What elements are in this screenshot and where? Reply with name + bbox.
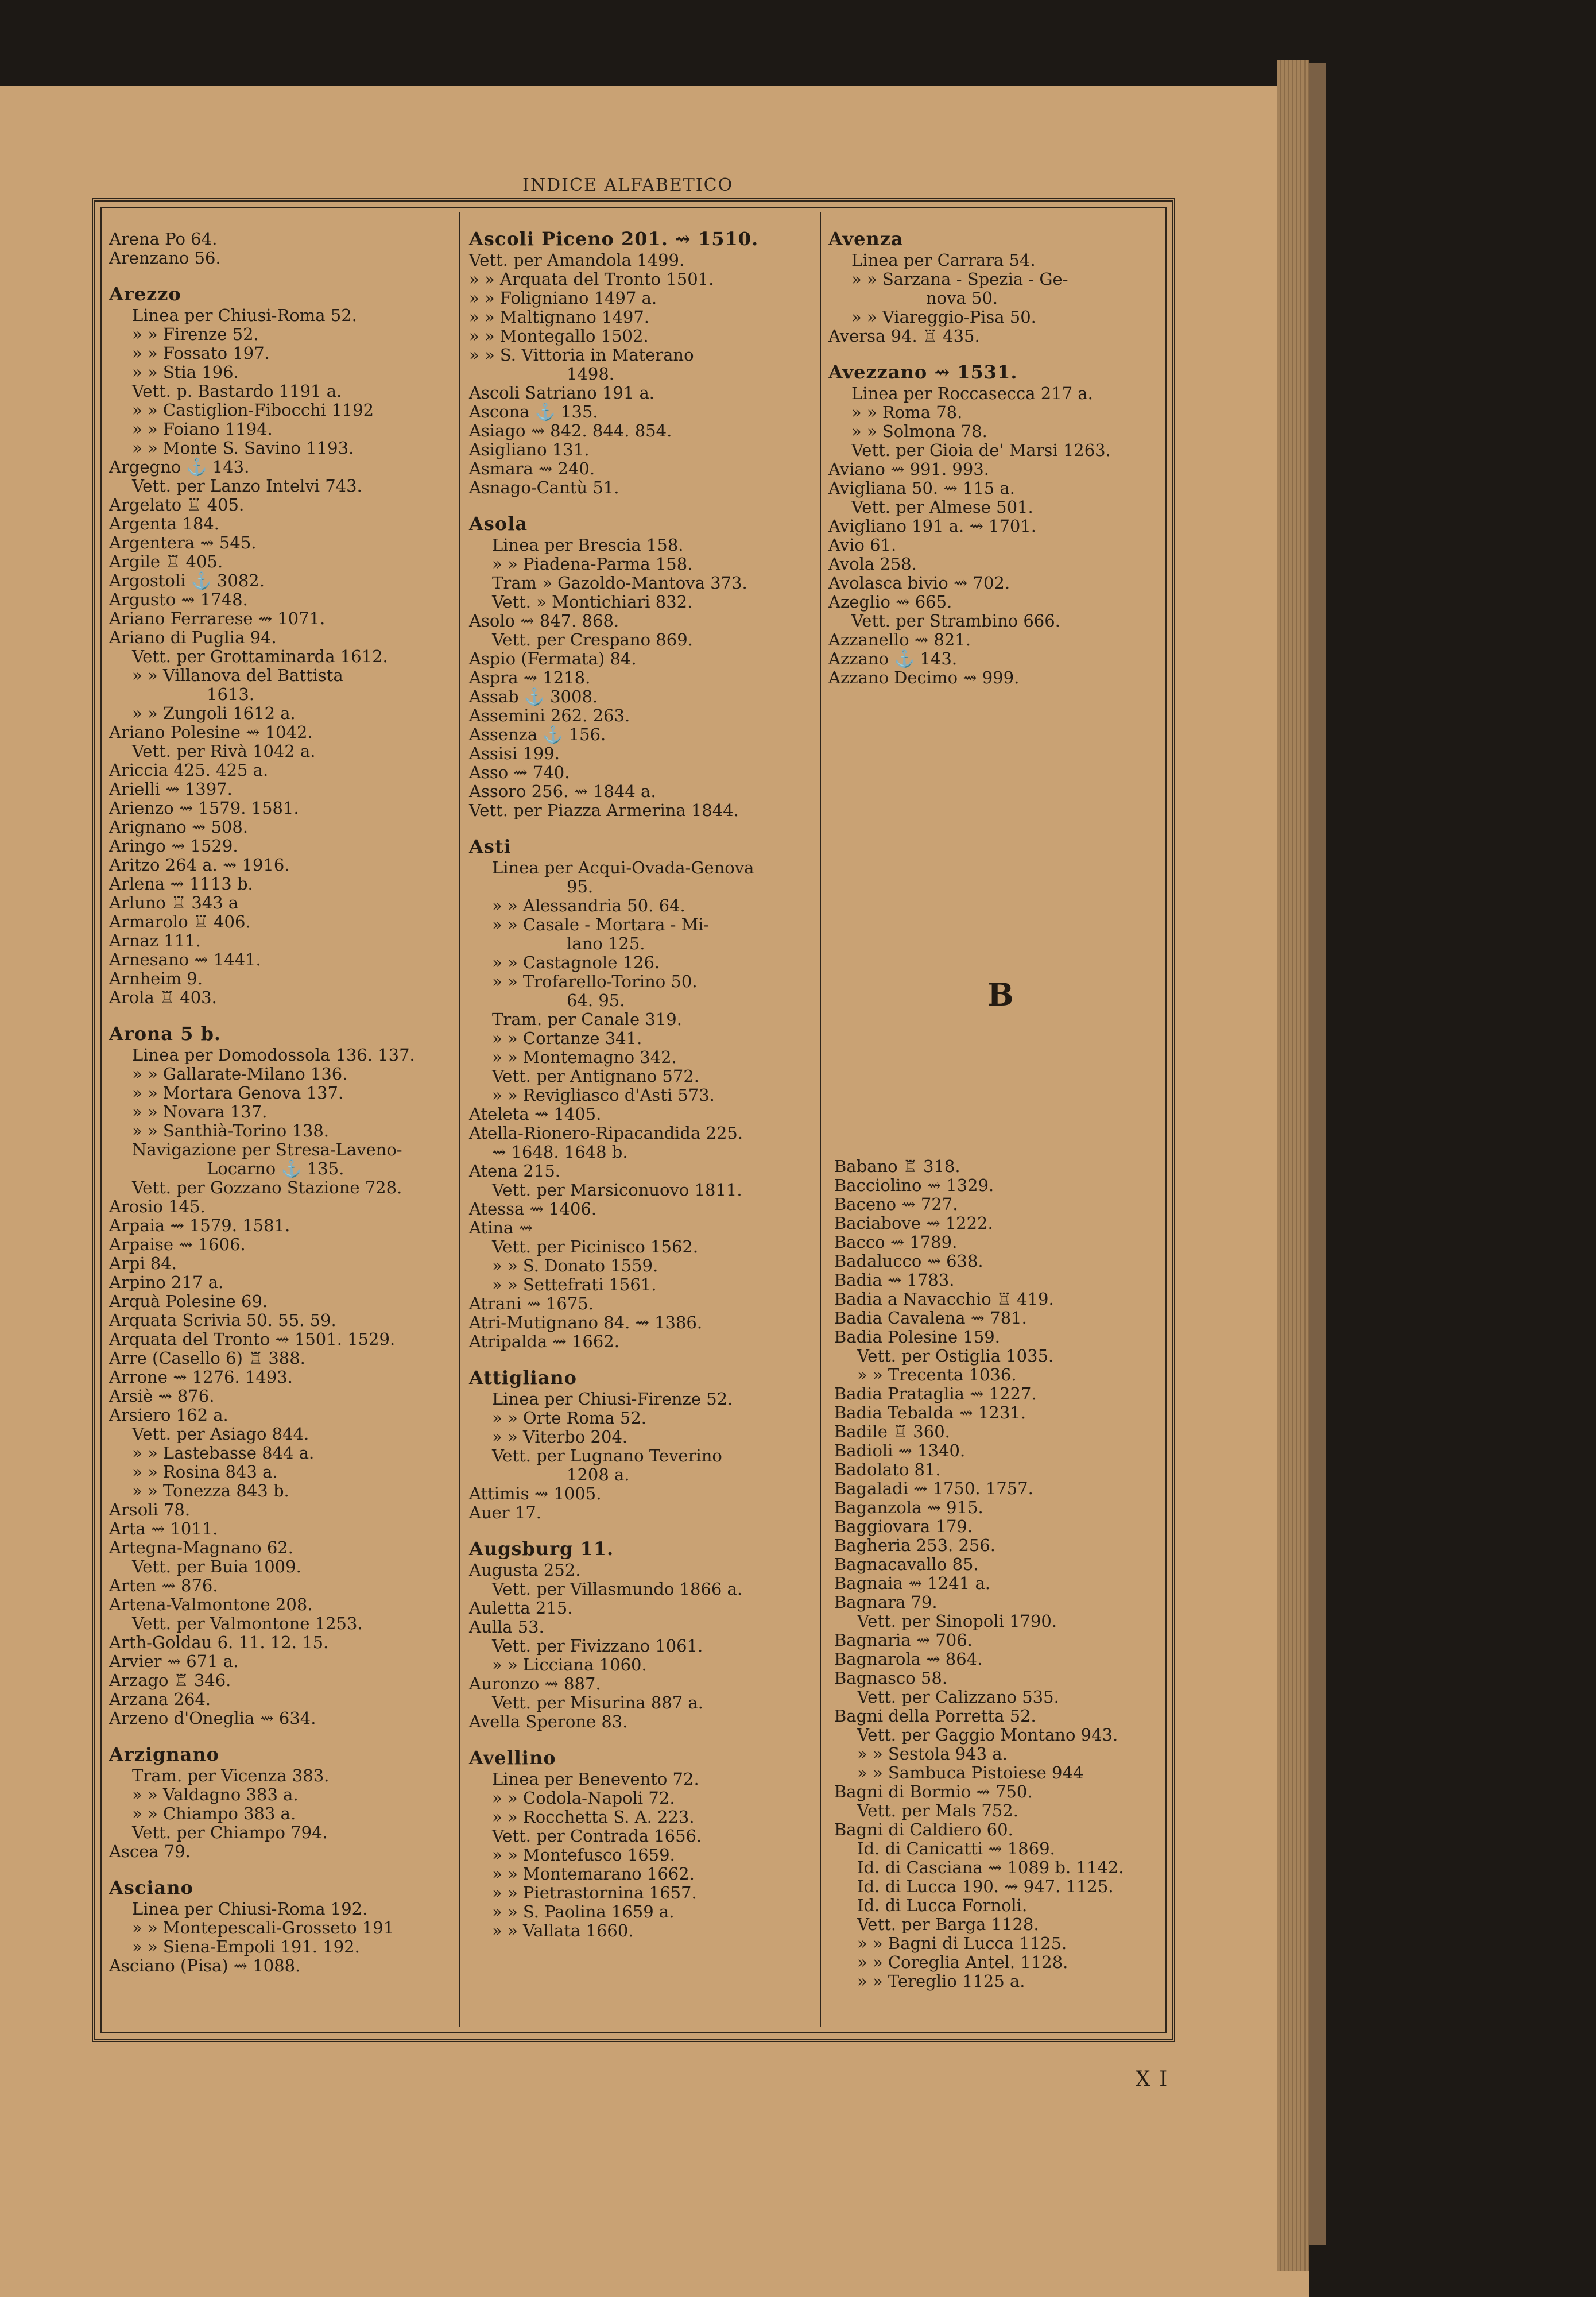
index-entry: Auletta 215. xyxy=(469,1598,573,1618)
index-entry: Argostoli ⚓ 3082. xyxy=(109,571,265,590)
index-entry: » » Viareggio-Pisa 50. xyxy=(851,307,1036,327)
index-entry: Asiago ⇝ 842. 844. 854. xyxy=(469,421,672,440)
index-entry: Bagnacavallo 85. xyxy=(834,1554,979,1574)
index-entry: » » Arquata del Tronto 1501. xyxy=(469,269,714,289)
index-column-2 xyxy=(469,230,758,1940)
index-entry: » » Casale - Mortara - Mi- xyxy=(492,915,710,934)
index-entry: Linea per Roccasecca 217 a. xyxy=(851,384,1093,403)
index-entry: Bacco ⇝ 1789. xyxy=(834,1232,958,1252)
index-entry: Linea per Acqui-Ovada-Genova xyxy=(492,858,754,877)
index-entry: Arienzo ⇝ 1579. 1581. xyxy=(109,798,299,818)
index-entry: Arielli ⇝ 1397. xyxy=(109,779,233,799)
index-entry: » » Gallarate-Milano 136. xyxy=(132,1064,348,1084)
index-entry: Arpaise ⇝ 1606. xyxy=(109,1235,246,1254)
index-entry: » » Tereglio 1125 a. xyxy=(857,1971,1025,1991)
index-entry: » » S. Paolina 1659 a. xyxy=(492,1902,675,1921)
index-heading: Attigliano xyxy=(469,1367,578,1389)
index-entry: Vett. p. Bastardo 1191 a. xyxy=(132,381,342,401)
index-entry: Augusta 252. xyxy=(469,1560,581,1580)
index-entry: Bagaladi ⇝ 1750. 1757. xyxy=(834,1479,1033,1498)
index-entry: Badia a Navacchio ♖ 419. xyxy=(834,1289,1054,1309)
index-entry: Ariano Ferrarese ⇝ 1071. xyxy=(109,609,326,628)
index-entry: » » Montemarano 1662. xyxy=(492,1864,695,1884)
index-entry: Auer 17. xyxy=(469,1503,541,1522)
index-entry: Atripalda ⇝ 1662. xyxy=(469,1332,619,1351)
index-entry: Tram. per Canale 319. xyxy=(492,1010,682,1029)
index-heading: Arona 5 b. xyxy=(109,1023,222,1045)
index-entry: Badia Cavalena ⇝ 781. xyxy=(834,1308,1027,1328)
index-heading: Augsburg 11. xyxy=(469,1538,614,1560)
index-entry: Argentera ⇝ 545. xyxy=(109,533,257,552)
index-entry: Atena 215. xyxy=(469,1161,561,1181)
index-entry: » » Piadena-Parma 158. xyxy=(492,554,693,574)
index-entry: » » Rocchetta S. A. 223. xyxy=(492,1807,695,1827)
index-entry: » » Foiano 1194. xyxy=(132,419,273,439)
index-entry: » » Vallata 1660. xyxy=(492,1921,634,1940)
index-entry: Linea per Brescia 158. xyxy=(492,535,684,555)
index-entry: Linea per Domodossola 136. 137. xyxy=(132,1045,415,1065)
index-entry: » » Montegallo 1502. xyxy=(469,326,649,346)
index-entry: Avigliano 191 a. ⇝ 1701. xyxy=(828,516,1037,536)
index-entry: Argusto ⇝ 1748. xyxy=(109,590,248,609)
index-entry: » » Novara 137. xyxy=(132,1102,268,1122)
index-entry: Argelato ♖ 405. xyxy=(109,495,245,515)
index-entry: Aspio (Fermata) 84. xyxy=(469,649,637,668)
index-entry: » » Pietrastornina 1657. xyxy=(492,1883,697,1902)
index-heading: Avellino xyxy=(469,1747,556,1769)
book-spine-edge xyxy=(1309,63,1326,2245)
index-entry: Vett. per Crespano 869. xyxy=(492,630,693,649)
index-entry: Baggiovara 179. xyxy=(834,1517,973,1536)
index-entry: Bagheria 253. 256. xyxy=(834,1536,996,1555)
index-entry: Arre (Casello 6) ♖ 388. xyxy=(109,1348,305,1368)
index-heading: Avezzano ⇝ 1531. xyxy=(828,361,1018,383)
index-entry: » » Villanova del Battista xyxy=(132,666,343,685)
index-entry: Arpi 84. xyxy=(109,1254,177,1273)
index-column-1 xyxy=(109,230,415,1975)
index-entry: Vett. per Marsiconuovo 1811. xyxy=(492,1180,742,1200)
index-heading: Asti xyxy=(469,836,512,857)
page-header: INDICE ALFABETICO xyxy=(522,175,734,195)
index-entry: Bagni di Caldiero 60. xyxy=(834,1820,1013,1839)
index-entry: Aviano ⇝ 991. 993. xyxy=(828,459,989,479)
index-entry: » » Montemagno 342. xyxy=(492,1047,677,1067)
index-entry: » » Solmona 78. xyxy=(851,421,987,441)
index-entry: » » Montefusco 1659. xyxy=(492,1845,675,1865)
index-entry: Bagnarola ⇝ 864. xyxy=(834,1649,983,1669)
index-entry: Vett. per Rivà 1042 a. xyxy=(132,741,316,761)
index-entry: Vett. per Lanzo Intelvi 743. xyxy=(132,476,362,496)
index-entry: 1208 a. xyxy=(567,1465,630,1484)
index-entry: Atrani ⇝ 1675. xyxy=(469,1294,594,1313)
index-entry: Assemini 262. 263. xyxy=(469,706,630,725)
index-entry: Ascona ⚓ 135. xyxy=(469,402,598,421)
index-entry: Arignano ⇝ 508. xyxy=(109,817,249,837)
index-entry: Arnaz 111. xyxy=(109,931,201,950)
index-entry: Asmara ⇝ 240. xyxy=(469,459,595,478)
index-entry: Arta ⇝ 1011. xyxy=(109,1519,218,1538)
index-entry: Arten ⇝ 876. xyxy=(109,1576,218,1595)
index-entry: 1498. xyxy=(567,364,615,384)
index-entry: Asciano (Pisa) ⇝ 1088. xyxy=(109,1956,301,1975)
index-entry: Arsoli 78. xyxy=(109,1500,191,1519)
index-entry: Vett. per Sinopoli 1790. xyxy=(857,1611,1057,1631)
index-entry: Artegna-Magnano 62. xyxy=(109,1538,293,1557)
index-entry: Vett. per Picinisco 1562. xyxy=(492,1237,699,1256)
index-entry: Vett. per Calizzano 535. xyxy=(857,1687,1059,1707)
index-column-b xyxy=(834,1157,1124,1991)
index-entry: Aspra ⇝ 1218. xyxy=(469,668,591,687)
index-entry: » » Sestola 943 a. xyxy=(857,1744,1008,1764)
index-entry: Vett. per Villasmundo 1866 a. xyxy=(492,1579,743,1599)
index-entry: » » Sambuca Pistoiese 944 xyxy=(857,1763,1084,1782)
index-entry: Ariccia 425. 425 a. xyxy=(109,760,269,780)
index-entry: Vett. per Almese 501. xyxy=(851,497,1033,517)
index-entry: Aversa 94. ♖ 435. xyxy=(828,326,980,346)
index-entry: Argenta 184. xyxy=(109,514,219,533)
index-entry: Azzano Decimo ⇝ 999. xyxy=(828,668,1020,687)
index-entry: » » Bagni di Lucca 1125. xyxy=(857,1933,1067,1953)
index-entry: Vett. per Asiago 844. xyxy=(132,1424,309,1444)
index-entry: Arnesano ⇝ 1441. xyxy=(109,950,261,969)
index-entry: Arenzano 56. xyxy=(109,248,221,268)
index-entry: » » Lastebasse 844 a. xyxy=(132,1443,315,1463)
index-entry: Atella-Rionero-Ripacandida 225. xyxy=(469,1123,743,1143)
index-entry: Aulla 53. xyxy=(469,1617,544,1637)
index-entry: Vett. per Gioia de' Marsi 1263. xyxy=(851,440,1111,460)
index-entry: Vett. per Valmontone 1253. xyxy=(132,1614,363,1633)
index-entry: Badile ♖ 360. xyxy=(834,1422,950,1441)
index-entry: Attimis ⇝ 1005. xyxy=(469,1484,602,1503)
index-entry: Arlena ⇝ 1113 b. xyxy=(109,874,253,894)
index-entry: Arquata Scrivia 50. 55. 59. xyxy=(109,1310,336,1330)
index-entry: Artena-Valmontone 208. xyxy=(109,1595,313,1614)
index-entry: » » Foligniano 1497 a. xyxy=(469,288,657,308)
index-heading: Asola xyxy=(469,513,528,535)
index-entry: » » Maltignano 1497. xyxy=(469,307,650,327)
index-entry: Id. di Lucca Fornoli. xyxy=(857,1896,1028,1915)
index-entry: » » Trecenta 1036. xyxy=(857,1365,1017,1385)
index-entry: 95. xyxy=(567,877,594,896)
index-entry: » » Zungoli 1612 a. xyxy=(132,703,296,723)
index-entry: » » Viterbo 204. xyxy=(492,1427,628,1447)
index-entry: Vett. per Contrada 1656. xyxy=(492,1826,702,1846)
index-entry: Bagnaria ⇝ 706. xyxy=(834,1630,973,1650)
index-entry: Avio 61. xyxy=(828,535,897,555)
index-entry: Arola ♖ 403. xyxy=(109,988,217,1007)
index-entry: Vett. per Gozzano Stazione 728. xyxy=(132,1178,402,1197)
index-entry: Atina ⇝ xyxy=(469,1218,533,1238)
index-entry: Arvier ⇝ 671 a. xyxy=(109,1652,239,1671)
index-entry: Armarolo ♖ 406. xyxy=(109,912,251,931)
index-entry: Locarno ⚓ 135. xyxy=(207,1159,344,1178)
index-entry: Bagnaia ⇝ 1241 a. xyxy=(834,1573,990,1593)
index-entry: Tram. per Vicenza 383. xyxy=(132,1766,330,1785)
index-entry: Arquata del Tronto ⇝ 1501. 1529. xyxy=(109,1329,396,1349)
index-heading: Ascoli Piceno 201. ⇝ 1510. xyxy=(469,228,759,250)
index-entry: Linea per Chiusi-Firenze 52. xyxy=(492,1389,733,1409)
index-entry: » » Roma 78. xyxy=(851,403,963,422)
index-entry: Asnago-Cantù 51. xyxy=(469,478,619,497)
index-entry: Vett. per Ostiglia 1035. xyxy=(857,1346,1054,1366)
index-entry: » » Orte Roma 52. xyxy=(492,1408,647,1428)
index-entry: Id. di Casciana ⇝ 1089 b. 1142. xyxy=(857,1858,1124,1877)
index-entry: Bacciolino ⇝ 1329. xyxy=(834,1175,994,1195)
page-edges xyxy=(1277,60,1309,2271)
index-entry: Argegno ⚓ 143. xyxy=(109,457,250,477)
index-entry: 1613. xyxy=(207,685,255,704)
index-entry: Baciabove ⇝ 1222. xyxy=(834,1213,993,1233)
index-entry: Arzana 264. xyxy=(109,1689,211,1709)
index-entry: Assenza ⚓ 156. xyxy=(469,725,606,744)
index-entry: Linea per Chiusi-Roma 52. xyxy=(132,306,357,325)
index-entry: Tram » Gazoldo-Mantova 373. xyxy=(492,573,747,593)
index-entry: Ariano Polesine ⇝ 1042. xyxy=(109,722,313,742)
index-entry: Arzago ♖ 346. xyxy=(109,1670,231,1690)
index-entry: Assisi 199. xyxy=(469,744,560,763)
index-entry: Atri-Mutignano 84. ⇝ 1386. xyxy=(469,1313,703,1332)
index-entry: Arquà Polesine 69. xyxy=(109,1291,268,1311)
index-entry: Avella Sperone 83. xyxy=(469,1712,628,1731)
index-entry: Arth-Goldau 6. 11. 12. 15. xyxy=(109,1633,329,1652)
index-heading: Avenza xyxy=(828,228,904,250)
index-entry: Bagni della Porretta 52. xyxy=(834,1706,1036,1726)
index-entry: Azzano ⚓ 143. xyxy=(828,649,958,668)
index-entry: Vett. per Barga 1128. xyxy=(857,1915,1039,1934)
index-entry: » » Revigliasco d'Asti 573. xyxy=(492,1085,715,1105)
index-entry: Arluno ♖ 343 a xyxy=(109,893,239,912)
index-entry: Linea per Benevento 72. xyxy=(492,1769,699,1789)
index-entry: » » Castiglion-Fibocchi 1192 xyxy=(132,400,374,420)
index-heading: Arzignano xyxy=(109,1743,219,1765)
index-entry: Vett. per Buia 1009. xyxy=(132,1557,301,1576)
index-entry: Id. di Lucca 190. ⇝ 947. 1125. xyxy=(857,1877,1114,1896)
index-entry: Assab ⚓ 3008. xyxy=(469,687,598,706)
index-entry: Auronzo ⇝ 887. xyxy=(469,1674,601,1693)
index-entry: Avigliana 50. ⇝ 115 a. xyxy=(828,478,1015,498)
index-entry: Vett. per Chiampo 794. xyxy=(132,1823,328,1842)
index-entry: Vett. per Misurina 887 a. xyxy=(492,1693,703,1712)
index-entry: » » Valdagno 383 a. xyxy=(132,1785,299,1804)
index-entry: nova 50. xyxy=(926,288,998,308)
index-entry: Bagnasco 58. xyxy=(834,1668,948,1688)
index-entry: » » Firenze 52. xyxy=(132,324,259,344)
index-entry: » » Trofarello-Torino 50. xyxy=(492,972,698,991)
index-entry: Arena Po 64. xyxy=(109,229,218,249)
index-entry: Arnheim 9. xyxy=(109,969,203,988)
index-entry: Arzeno d'Oneglia ⇝ 634. xyxy=(109,1708,316,1728)
index-entry: » » Siena-Empoli 191. 192. xyxy=(132,1937,360,1956)
index-entry: » » Codola-Napoli 72. xyxy=(492,1788,675,1808)
index-entry: Badia Prataglia ⇝ 1227. xyxy=(834,1384,1037,1403)
index-entry: Vett. per Amandola 1499. xyxy=(469,250,685,270)
index-entry: » » Mortara Genova 137. xyxy=(132,1083,344,1103)
index-entry: » » Cortanze 341. xyxy=(492,1028,642,1048)
index-entry: » » Montepescali-Grosseto 191 xyxy=(132,1918,394,1938)
index-entry: Asigliano 131. xyxy=(469,440,590,459)
index-entry: Vett. per Mals 752. xyxy=(857,1801,1018,1820)
index-entry: Badia Polesine 159. xyxy=(834,1327,1000,1347)
index-heading: Arezzo xyxy=(109,283,181,305)
index-entry: Vett. per Strambino 666. xyxy=(851,611,1060,631)
index-entry: Ariano di Puglia 94. xyxy=(109,628,277,647)
index-entry: Ascea 79. xyxy=(109,1842,191,1861)
index-entry: 64. 95. xyxy=(567,991,625,1010)
index-entry: Arpino 217 a. xyxy=(109,1273,224,1292)
index-entry: Arosio 145. xyxy=(109,1197,206,1216)
index-entry: Vett. » Montichiari 832. xyxy=(492,592,693,612)
index-entry: Ateleta ⇝ 1405. xyxy=(469,1104,602,1124)
index-entry: » » Monte S. Savino 1193. xyxy=(132,438,354,458)
index-entry: Baganzola ⇝ 915. xyxy=(834,1498,983,1517)
index-entry: Aritzo 264 a. ⇝ 1916. xyxy=(109,855,290,875)
index-entry: » » S. Vittoria in Materano xyxy=(469,345,694,365)
index-entry: Bagnara 79. xyxy=(834,1592,938,1612)
index-entry: » » Settefrati 1561. xyxy=(492,1275,657,1294)
index-entry: Vett. per Piazza Armerina 1844. xyxy=(469,801,739,820)
index-entry: Argile ♖ 405. xyxy=(109,552,223,571)
index-entry: Linea per Chiusi-Roma 192. xyxy=(132,1899,368,1919)
index-entry: Navigazione per Stresa-Laveno- xyxy=(132,1140,402,1159)
index-entry: Baceno ⇝ 727. xyxy=(834,1194,958,1214)
section-letter: B xyxy=(987,976,1014,1013)
index-entry: Badalucco ⇝ 638. xyxy=(834,1251,983,1271)
index-entry: » » Rosina 843 a. xyxy=(132,1462,278,1482)
index-entry: » » Sarzana - Spezia - Ge- xyxy=(851,269,1068,289)
index-entry: » » Alessandria 50. 64. xyxy=(492,896,685,915)
index-entry: Arsiero 162 a. xyxy=(109,1405,228,1425)
index-entry: Arpaia ⇝ 1579. 1581. xyxy=(109,1216,290,1235)
index-entry: » » Coreglia Antel. 1128. xyxy=(857,1952,1068,1972)
index-entry: Badolato 81. xyxy=(834,1460,941,1479)
index-entry: Asso ⇝ 740. xyxy=(469,763,570,782)
index-entry: Vett. per Antignano 572. xyxy=(492,1066,699,1086)
index-entry: Babano ♖ 318. xyxy=(834,1157,960,1176)
index-entry: lano 125. xyxy=(567,934,645,953)
index-entry: » » S. Donato 1559. xyxy=(492,1256,658,1275)
page-number: X I xyxy=(1136,2067,1169,2091)
index-entry: » » Chiampo 383 a. xyxy=(132,1804,296,1823)
index-entry: Bagni di Bormio ⇝ 750. xyxy=(834,1782,1033,1801)
index-heading: Asciano xyxy=(109,1877,193,1898)
index-entry: Linea per Carrara 54. xyxy=(851,250,1036,270)
index-entry: Id. di Canicatti ⇝ 1869. xyxy=(857,1839,1055,1858)
index-entry: » » Castagnole 126. xyxy=(492,953,660,972)
index-entry: Avola 258. xyxy=(828,554,917,574)
index-entry: Vett. per Grottaminarda 1612. xyxy=(132,647,388,666)
index-entry: Avolasca bivio ⇝ 702. xyxy=(828,573,1010,593)
index-entry: Aringo ⇝ 1529. xyxy=(109,836,238,856)
index-entry: Arrone ⇝ 1276. 1493. xyxy=(109,1367,293,1387)
index-entry: » » Stia 196. xyxy=(132,362,239,382)
index-entry: » » Fossato 197. xyxy=(132,343,270,363)
column-divider-2 xyxy=(820,212,821,2027)
index-entry: » » Tonezza 843 b. xyxy=(132,1481,289,1501)
index-entry: Atessa ⇝ 1406. xyxy=(469,1199,597,1219)
index-entry: Arsiè ⇝ 876. xyxy=(109,1386,215,1406)
index-entry: Badia Tebalda ⇝ 1231. xyxy=(834,1403,1026,1422)
index-column-3 xyxy=(828,230,1111,687)
index-entry: » » Santhià-Torino 138. xyxy=(132,1121,330,1140)
index-entry: Badioli ⇝ 1340. xyxy=(834,1441,966,1460)
index-entry: » » Licciana 1060. xyxy=(492,1655,647,1675)
index-entry: ⇝ 1648. 1648 b. xyxy=(492,1142,628,1162)
index-entry: Ascoli Satriano 191 a. xyxy=(469,383,654,403)
index-entry: Vett. per Gaggio Montano 943. xyxy=(857,1725,1118,1745)
index-entry: Vett. per Lugnano Teverino xyxy=(492,1446,722,1465)
index-entry: Asolo ⇝ 847. 868. xyxy=(469,611,619,631)
index-entry: Badia ⇝ 1783. xyxy=(834,1270,955,1290)
index-entry: Azeglio ⇝ 665. xyxy=(828,592,952,612)
index-entry: Azzanello ⇝ 821. xyxy=(828,630,971,649)
index-entry: Vett. per Fivizzano 1061. xyxy=(492,1636,703,1656)
index-entry: Assoro 256. ⇝ 1844 a. xyxy=(469,782,656,801)
column-divider-1 xyxy=(459,212,460,2027)
